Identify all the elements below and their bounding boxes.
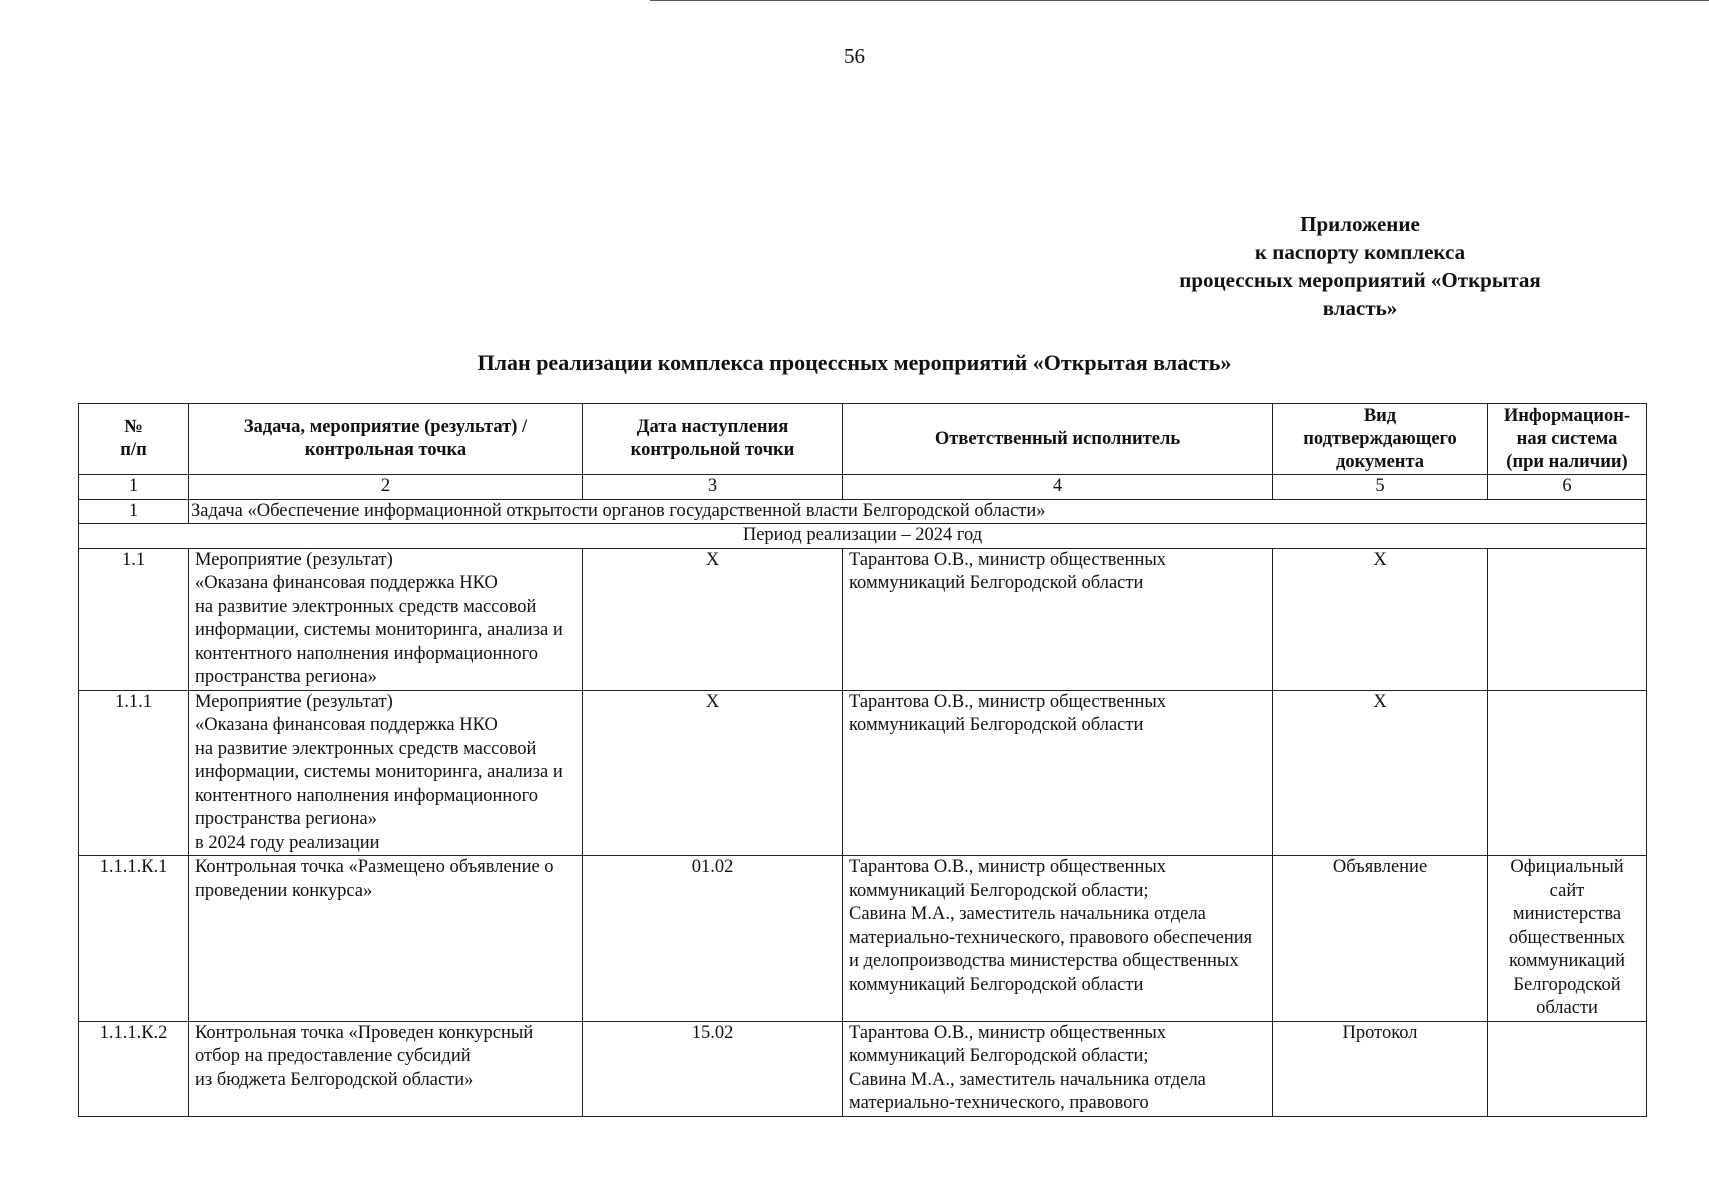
column-number-row [79,475,1647,500]
row-document: Объявление [1273,856,1488,1022]
header-number: № п/п [79,404,189,475]
row-system: Официальный сайт министерства общественных коммуникаций Белгородской области [1488,856,1647,1022]
page-number: 56 [844,44,865,68]
row-number: 1.1.1 [79,690,189,856]
period-row [79,524,1647,549]
plan-title: План реализации комплекса процессных мероприятий «Открытая власть» [477,350,1232,375]
row-document: X [1273,690,1488,856]
row-executor: Тарантова О.В., министр общественных коммуникаций Белгородской области; Савина М.А., заместитель начальника отдела материально-технического, правового обеспечения и делопроизводства министерства общественных коммуникаций Белгородской области [843,856,1273,1022]
row-executor: Тарантова О.В., министр общественных коммуникаций Белгородской области [843,548,1273,690]
header-document: Вид подтверждающего документа [1273,404,1488,475]
row-date: X [583,690,843,856]
row-system [1488,548,1647,690]
table-row [79,690,1647,856]
row-name: Контрольная точка «Проведен конкурсный отбор на предоставление субсидий из бюджета Белгородской области» [189,1021,583,1116]
column-number: 2 [189,475,583,500]
row-executor: Тарантова О.В., министр общественных коммуникаций Белгородской области; Савина М.А., заместитель начальника отдела материально-технического, правового [843,1021,1273,1116]
table-row [79,548,1647,690]
column-number: 1 [79,475,189,500]
appendix-line: власть» [1322,296,1398,320]
scan-edge-line [650,0,1709,1]
column-number: 3 [583,475,843,500]
task-text: Задача «Обеспечение информационной открытости органов государственной власти Белгородской области» [189,499,1647,524]
appendix-line: процессных мероприятий «Открытая [1179,268,1541,292]
row-system [1488,1021,1647,1116]
column-number: 6 [1488,475,1647,500]
header-executor: Ответственный исполнитель [843,404,1273,475]
row-system [1488,690,1647,856]
header-row [79,404,1647,475]
appendix-heading [1130,210,1590,322]
table-row [79,856,1647,1022]
row-name: Контрольная точка «Размещено объявление о проведении конкурса» [189,856,583,1022]
task-row [79,499,1647,524]
column-number: 4 [843,475,1273,500]
table-row [79,1021,1647,1116]
plan-table [78,403,1647,1117]
header-task: Задача, мероприятие (результат) / контрольная точка [189,404,583,475]
row-document: X [1273,548,1488,690]
row-number: 1.1 [79,548,189,690]
column-number: 5 [1273,475,1488,500]
row-number: 1.1.1.К.1 [79,856,189,1022]
row-number: 1.1.1.К.2 [79,1021,189,1116]
header-date: Дата наступления контрольной точки [583,404,843,475]
header-system: Информацион- ная система (при наличии) [1488,404,1647,475]
period-text: Период реализации – 2024 год [79,524,1647,549]
row-executor: Тарантова О.В., министр общественных коммуникаций Белгородской области [843,690,1273,856]
row-date: X [583,548,843,690]
row-document: Протокол [1273,1021,1488,1116]
appendix-line: Приложение [1300,212,1420,236]
appendix-line: к паспорту комплекса [1254,240,1466,264]
row-date: 15.02 [583,1021,843,1116]
row-name: Мероприятие (результат) «Оказана финансовая поддержка НКО на развитие электронных средств массовой информации, системы мониторинга, анализа и контентного наполнения информационного пространства региона» в 2024 году реализации [189,690,583,856]
task-number: 1 [79,499,189,524]
row-date: 01.02 [583,856,843,1022]
row-name: Мероприятие (результат) «Оказана финансовая поддержка НКО на развитие электронных средств массовой информации, системы мониторинга, анализа и контентного наполнения информационного пространства региона» [189,548,583,690]
